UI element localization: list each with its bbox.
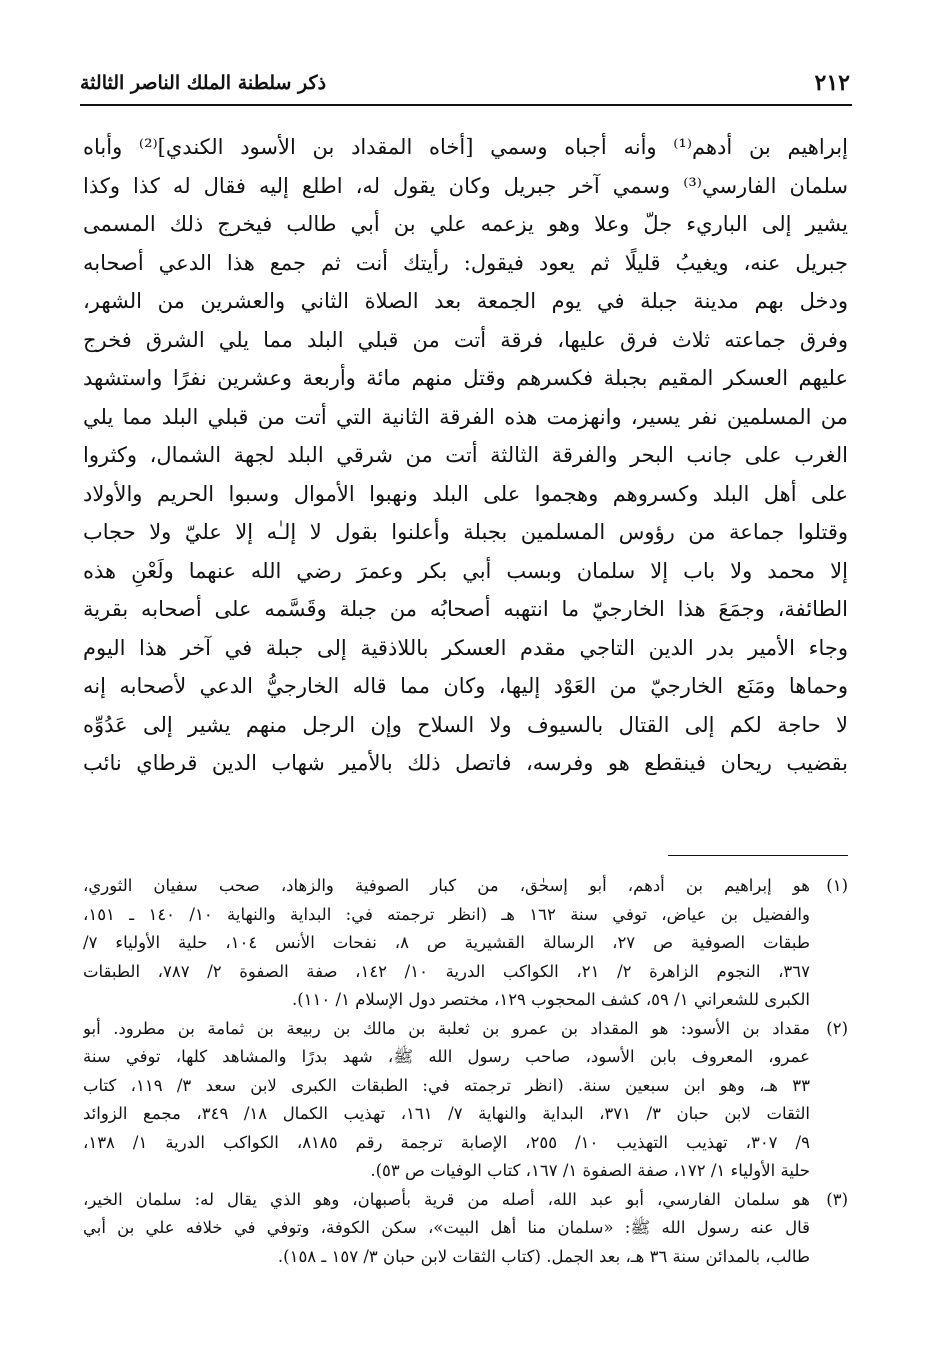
footnote-line: ٣٣ هـ، وهو ابن سبعين سنة. (انظر ترجمته في: الطبقات الكبرى لابن سعد ٣/ ١١٩، كتاب [83,1075,810,1095]
footnote-number: (٣) [826,1189,848,1209]
footnote-line: الكبرى للشعراني ١/ ٥٩، كشف المحجوب ١٢٩، مختصر دول الإسلام ١/ ١١٠). [291,990,810,1009]
footnote-line: هو سلمان الفارسي، أبو عبد الله، أصله من قرية بأصبهان، وهو الذي يقال له: سلمان الخير، [83,1189,810,1209]
page-header [80,70,850,104]
text-line: على أهل البلد وكسروهم وهجموا على البلد ونهبوا الأموال وسبوا الحريم والأولاد [83,481,848,506]
footnote-line: هو إبراهيم بن أدهم، أبو إسحٰق، من كبار الصوفية والزهاد، صحب سفيان الثوري، [83,876,810,895]
text-line: وفرق جماعته ثلاث فرق عليها، فرقة أتت من قبلي البلد مما يلي الشرق فخرج [83,327,848,352]
page-number: ٢١٢ [814,70,850,96]
main-text [83,128,848,783]
text-line: من المسلمين نفر يسير، وانهزمت هذه الفرقة الثانية التي أتت من قبلي البلد مما يلي [83,404,848,429]
running-title: ذكر سلطنة الملك الناصر الثالثة [80,72,327,94]
text-line: يشير إلى الباريء جلّ وعلا وهو يزعمه علي بن أبي طالب فيخرج ذلك المسمى [83,212,848,236]
footnotes [83,872,848,1271]
text-line: الطائفة، وجمَعَ هذا الخارجيّ ما انتهبه أصحابُه من جبلة وقَسَّمه على أصحابه بقرية [83,597,848,621]
text-line: وحماها ومَنَع الخارجيّ من العَوْد إليها، وكان مما قاله الخارجيُّ الدعي لأصحابه إنه [83,674,848,698]
footnote-number: (٢) [826,1018,848,1038]
header-rule [80,104,852,106]
footnote-line: عمرو، المعروف بابن الأسود، صاحب رسول الله ﷺ، شهد بدرًا والمشاهد كلها، توفي سنة [83,1047,810,1066]
footnote-line: طالب، بالمدائن سنة ٣٦ هـ، بعد الجمل. (كتاب الثقات لابن حبان ٣/ ١٥٧ ـ ١٥٨). [277,1246,810,1266]
text-line: وقتلوا جماعة من رؤوس المسلمين بجبلة وأعلنوا بقول لا إلـٰه إلا عليّ ولا حجاب [83,520,848,544]
footnote-line: والفضيل بن عياض، توفي سنة ١٦٢ هـ (انظر ترجمته في: البداية والنهاية ١٠/ ١٤٠ ـ ١٥١، [83,904,810,924]
text-line: عليهم العسكر المقيم بجبلة فكسرهم وقتل منهم مائة وأربعة وعشرين نفرًا واستشهد [83,366,848,390]
footnote-line: حلية الأولياء ١/ ١٧٢، صفة الصفوة ١/ ١٦٧، كتاب الوفيات ص ٥٣). [370,1161,810,1180]
footnote-line: ٣٦٧، النجوم الزاهرة ٢/ ٢١، الكواكب الدرية ١٠/ ١٤٢، صفة الصفوة ٢/ ٧٨٧، الطبقات [83,961,810,981]
text-line: بقضيب ريحان فينقطع هو وفرسه، فاتصل ذلك بالأمير شهاب الدين قرطاي نائب [83,751,848,775]
footnote-separator [668,855,848,856]
footnote-number: (١) [826,876,848,895]
footnote-line: مقداد بن الأسود: هو المقداد بن عمرو بن ثعلبة بن مالك بن ربيعة بن ثمامة بن مطرود. أبو [83,1018,810,1038]
text-line: إلا محمد ولا باب إلا سلمان وبسب أبي بكر وعمرَ رضي الله عنهما ولَعْنِ هذه [83,558,848,583]
text-line: وجاء الأمير بدر الدين التاجي مقدم العسكر باللاذقية إلى جبلة في آخر هذا اليوم [83,635,848,660]
text-line: ودخل بهم مدينة جبلة في يوم الجمعة بعد الصلاة الثاني والعشرين من الشهر، [83,289,848,313]
footnote-line: ٩/ ٣٠٧، تهذيب التهذيب ١٠/ ٢٥٥، الإصابة ترجمة رقم ٨١٨٥، الكواكب الدرية ١/ ١٣٨، [83,1132,810,1152]
text-line: إبراهيم بن أدهم⁽¹⁾ وأنه أجباه وسمي [أخاه المقداد بن الأسود الكندي]⁽²⁾ وأباه [83,135,848,159]
text-line: سلمان الفارسي⁽³⁾ وسمي آخر جبريل وكان يقول له، اطلع إليه فقال له كذا وكذا [83,173,848,198]
footnote-line: طبقات الصوفية ص ٢٧، الرسالة القشيرية ص ٨، نفحات الأنس ١٠٤، حلية الأولياء ٧/ [83,933,810,952]
text-line: الغرب على جانب البحر والفرقة الثالثة أتت من شرقي البلد لجهة الشمال، وكثروا [83,443,848,467]
footnote-line: قال عنه رسول الله ﷺ: «سلمان منا أهل البيت»، سكن الكوفة، وتوفي في خلافه علي بن أبي [83,1218,810,1237]
text-line: جبريل عنه، ويغيبُ قليلًا ثم يعود فيقول: رأيتك أنت ثم جمع هذا الدعي أصحابه [83,250,848,275]
footnote-line: الثقات لابن حبان ٣/ ٣٧١، البداية والنهاية ٧/ ١٦١، تهذيب الكمال ١٨/ ٣٤٩، مجمع الزوائد [83,1104,810,1123]
footnote-2 [83,1015,848,1186]
footnote-1 [83,872,848,1015]
footnote-3 [83,1186,848,1272]
text-line: لا حاجة لكم إلى القتال بالسيوف ولا السلاح وإن الرجل منهم يشير إلى عَدُوِّه [83,712,848,737]
